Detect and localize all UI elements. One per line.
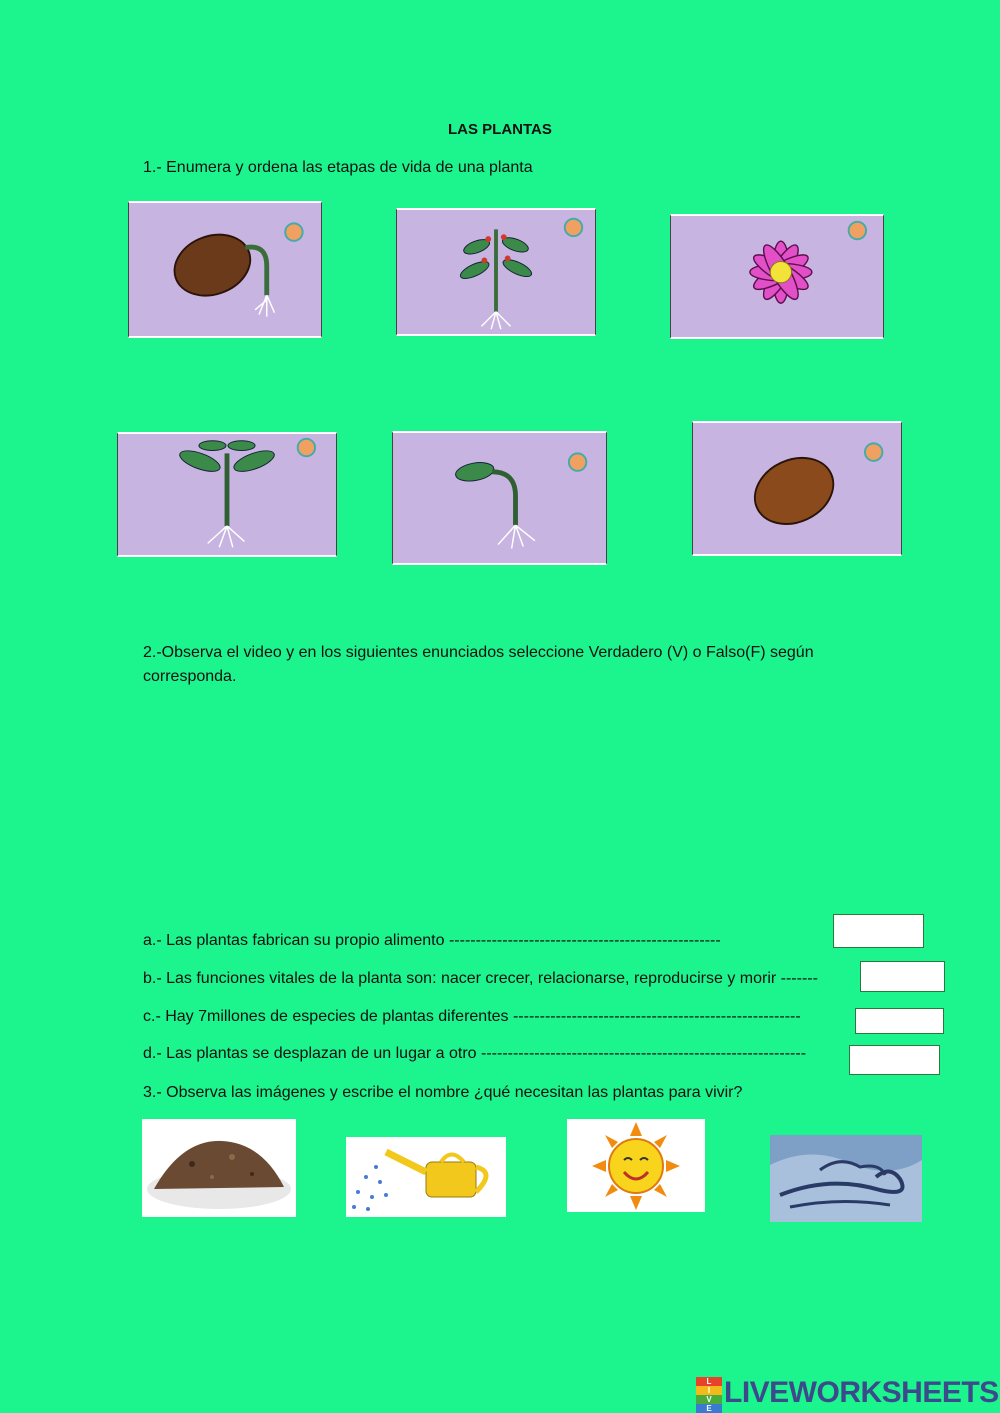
stage-card-germinating-seed[interactable] xyxy=(128,201,322,338)
page-title: LAS PLANTAS xyxy=(448,121,552,138)
stage-card-sprout[interactable] xyxy=(392,431,607,565)
question-2-text-line2: corresponda. xyxy=(143,668,237,685)
answer-box-a[interactable] xyxy=(833,914,924,948)
watering-can-image xyxy=(346,1137,506,1217)
question-2-text-line1: 2.-Observa el video y en los siguientes enunciados seleccione Verdadero (V) o Falso(F) según xyxy=(143,644,814,661)
answer-box-b[interactable] xyxy=(860,961,945,992)
pink-flower-image xyxy=(671,216,883,337)
young-plant-image xyxy=(118,434,336,555)
question-3-text: 3.- Observa las imágenes y escribe el nombre ¿qué necesitan las plantas para vivir? xyxy=(143,1084,743,1101)
live-logo-mark: L I V E xyxy=(696,1377,722,1409)
sun-image xyxy=(567,1119,705,1212)
wind-image xyxy=(770,1135,922,1222)
answer-box-d[interactable] xyxy=(849,1045,940,1075)
stage-card-seed[interactable] xyxy=(692,421,902,556)
statement-c: c.- Hay 7millones de especies de plantas diferentes ------------------------------------------------------ xyxy=(143,1008,801,1025)
stage-card-young-plant[interactable] xyxy=(117,432,337,557)
statement-b: b.- Las funciones vitales de la planta son: nacer crecer, relacionarse, reproducirse y morir ------- xyxy=(143,970,818,987)
stage-card-flowering-plant[interactable] xyxy=(396,208,596,336)
germinating-seed-image xyxy=(129,203,321,336)
flowering-plant-image xyxy=(397,210,595,334)
answer-box-c[interactable] xyxy=(855,1008,944,1034)
stage-card-pink-flower[interactable] xyxy=(670,214,884,339)
seed-image xyxy=(693,423,901,554)
liveworksheets-wordmark: LIVEWORKSHEETS xyxy=(724,1376,999,1409)
liveworksheets-logo xyxy=(696,1376,999,1413)
soil-image xyxy=(142,1119,296,1217)
statement-d: d.- Las plantas se desplazan de un lugar a otro ------------------------------------------------------------- xyxy=(143,1045,807,1062)
question-1-text: 1.- Enumera y ordena las etapas de vida de una planta xyxy=(143,159,533,176)
statement-a: a.- Las plantas fabrican su propio alimento --------------------------------------------------- xyxy=(143,932,721,949)
sprout-image xyxy=(393,433,606,563)
